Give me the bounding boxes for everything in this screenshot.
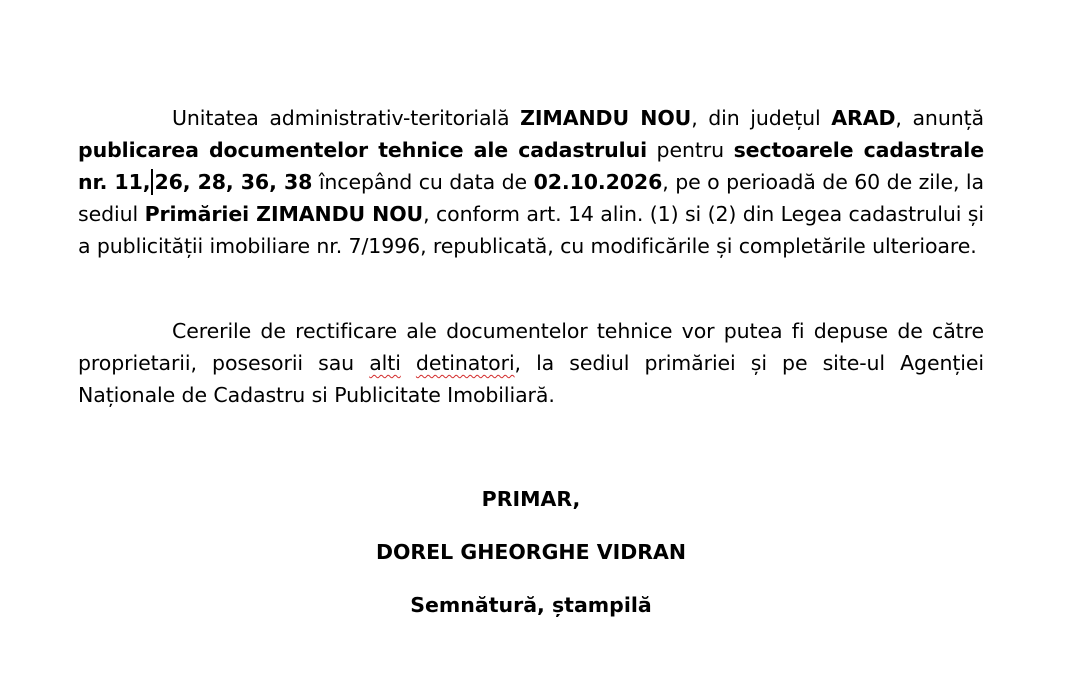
text-run: Cererile de rectificare ale documentelor tehnice vor putea fi depuse de către proprietarii, posesorii sau (78, 319, 984, 375)
text-run: Unitatea administrativ-teritorială (172, 106, 521, 130)
sectors-part-a: sectoarele cadastrale nr. 11, (78, 138, 984, 194)
signature-note: Semnătură, ștampilă (410, 593, 652, 617)
text-run: pentru (647, 138, 734, 162)
spellcheck-word[interactable]: alti (369, 351, 401, 375)
text-run: , din județul (691, 106, 832, 130)
sectors-part-b: 26, 28, 36, 38 (154, 170, 313, 194)
uat-name: ZIMANDU NOU (520, 106, 692, 130)
signature-role: PRIMAR, (481, 487, 581, 511)
text-run: , pe o perioadă de 60 de zile, la sediul (78, 170, 984, 226)
signature-name: DOREL GHEORGHE VIDRAN (375, 540, 687, 564)
town-hall-name: Primăriei ZIMANDU NOU (144, 202, 424, 226)
text-run: începând cu data de (312, 170, 534, 194)
publication-phrase: publicarea documentelor tehnice ale cadastrului (78, 138, 648, 162)
county-name: ARAD (831, 106, 896, 130)
announcement-paragraph-1 (78, 102, 984, 262)
text-run: , conform art. 14 alin. (1) si (2) din Legea cadastrului și a publicității imobiliare nr. 7/1996, republicată, cu modificările și completările ulterioare. (78, 202, 984, 258)
text-run: , anunță (895, 106, 984, 130)
spellcheck-word[interactable]: detinatori (415, 351, 515, 375)
text-run: , la sediul primăriei și pe site-ul Agenției Naționale de Cadastru si Publicitate Imobiliară. (78, 351, 985, 407)
announcement-paragraph-2 (78, 315, 984, 411)
text-run (401, 351, 416, 375)
start-date: 02.10.2026 (533, 170, 663, 194)
